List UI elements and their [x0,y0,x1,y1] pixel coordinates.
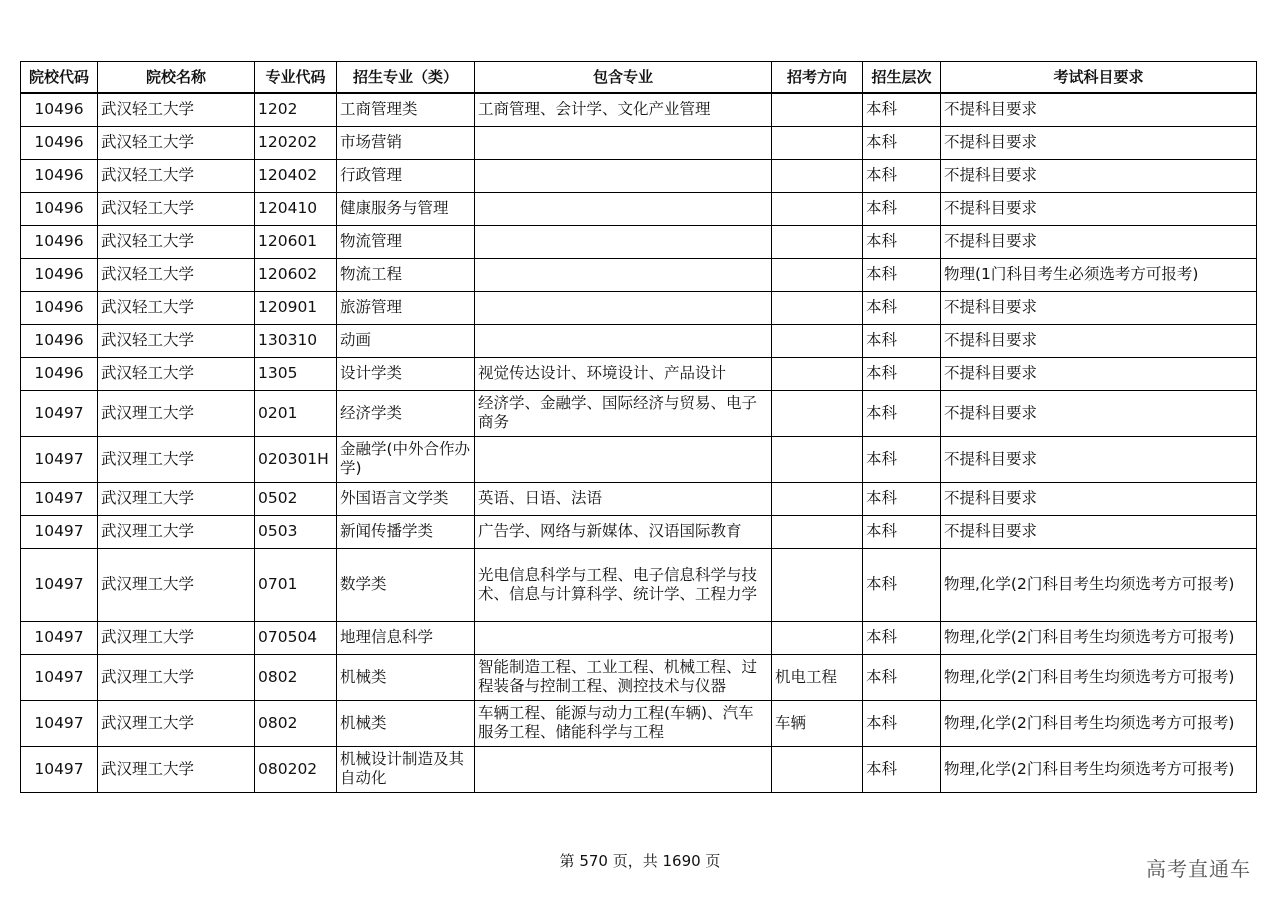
cell-subject-requirement: 不提科目要求 [941,515,1257,548]
cell-school-name: 武汉轻工大学 [98,258,255,291]
cell-school-code: 10496 [21,126,98,159]
table-header-row [21,62,1257,94]
cell-school-name: 武汉理工大学 [98,654,255,700]
cell-school-name: 武汉理工大学 [98,436,255,482]
cell-direction [772,548,863,621]
cell-school-code: 10497 [21,746,98,792]
cell-school-code: 10496 [21,324,98,357]
cell-major-code: 120901 [255,291,337,324]
cell-major-code: 020301H [255,436,337,482]
table-row [21,291,1257,324]
cell-school-name: 武汉理工大学 [98,621,255,654]
table-row [21,746,1257,792]
cell-direction [772,436,863,482]
cell-included-majors [475,126,772,159]
cell-included-majors: 工商管理、会计学、文化产业管理 [475,93,772,126]
cell-subject-requirement: 不提科目要求 [941,357,1257,390]
cell-major-code: 0201 [255,390,337,436]
cell-level: 本科 [863,93,941,126]
cell-school-code: 10497 [21,515,98,548]
cell-major-category: 数学类 [337,548,475,621]
table-row [21,621,1257,654]
cell-school-name: 武汉理工大学 [98,700,255,746]
cell-included-majors [475,192,772,225]
header-major-category: 招生专业（类） [337,62,475,94]
cell-major-code: 130310 [255,324,337,357]
cell-included-majors [475,225,772,258]
cell-included-majors [475,621,772,654]
table-row [21,225,1257,258]
cell-level: 本科 [863,192,941,225]
cell-subject-requirement: 不提科目要求 [941,482,1257,515]
cell-major-category: 工商管理类 [337,93,475,126]
header-major-code: 专业代码 [255,62,337,94]
cell-level: 本科 [863,159,941,192]
cell-major-code: 070504 [255,621,337,654]
cell-direction: 机电工程 [772,654,863,700]
cell-major-category: 动画 [337,324,475,357]
table-row [21,548,1257,621]
cell-major-category: 行政管理 [337,159,475,192]
table-row [21,93,1257,126]
cell-subject-requirement: 物理,化学(2门科目考生均须选考方可报考) [941,700,1257,746]
cell-school-code: 10496 [21,93,98,126]
cell-level: 本科 [863,621,941,654]
cell-major-category: 机械类 [337,654,475,700]
cell-included-majors: 广告学、网络与新媒体、汉语国际教育 [475,515,772,548]
table-row [21,159,1257,192]
cell-included-majors [475,159,772,192]
cell-major-category: 地理信息科学 [337,621,475,654]
cell-school-code: 10497 [21,436,98,482]
cell-subject-requirement: 物理,化学(2门科目考生均须选考方可报考) [941,548,1257,621]
cell-direction [772,515,863,548]
cell-school-code: 10496 [21,192,98,225]
table-row [21,515,1257,548]
cell-direction [772,746,863,792]
table-row [21,357,1257,390]
cell-school-name: 武汉轻工大学 [98,192,255,225]
cell-level: 本科 [863,225,941,258]
cell-direction [772,291,863,324]
cell-school-name: 武汉轻工大学 [98,159,255,192]
cell-major-category: 经济学类 [337,390,475,436]
table-row [21,390,1257,436]
header-level: 招生层次 [863,62,941,94]
cell-school-name: 武汉轻工大学 [98,93,255,126]
cell-direction [772,357,863,390]
cell-major-category: 物流管理 [337,225,475,258]
cell-major-code: 1202 [255,93,337,126]
cell-major-category: 新闻传播学类 [337,515,475,548]
cell-level: 本科 [863,291,941,324]
table-row [21,700,1257,746]
cell-level: 本科 [863,258,941,291]
table-row [21,654,1257,700]
cell-major-code: 0503 [255,515,337,548]
cell-direction [772,159,863,192]
cell-included-majors: 经济学、金融学、国际经济与贸易、电子商务 [475,390,772,436]
cell-school-code: 10496 [21,357,98,390]
cell-level: 本科 [863,654,941,700]
cell-major-category: 金融学(中外合作办学) [337,436,475,482]
cell-direction [772,390,863,436]
cell-subject-requirement: 不提科目要求 [941,192,1257,225]
cell-major-code: 0502 [255,482,337,515]
cell-direction [772,258,863,291]
cell-level: 本科 [863,700,941,746]
header-included-majors: 包含专业 [475,62,772,94]
cell-included-majors: 车辆工程、能源与动力工程(车辆)、汽车服务工程、储能科学与工程 [475,700,772,746]
cell-school-code: 10497 [21,700,98,746]
cell-school-code: 10496 [21,159,98,192]
cell-subject-requirement: 不提科目要求 [941,159,1257,192]
cell-level: 本科 [863,357,941,390]
table-row [21,192,1257,225]
cell-direction: 车辆 [772,700,863,746]
cell-major-code: 1305 [255,357,337,390]
cell-major-code: 080202 [255,746,337,792]
cell-included-majors [475,258,772,291]
cell-major-category: 机械类 [337,700,475,746]
cell-major-category: 健康服务与管理 [337,192,475,225]
cell-major-category: 外国语言文学类 [337,482,475,515]
cell-direction [772,621,863,654]
cell-school-code: 10496 [21,225,98,258]
cell-school-name: 武汉理工大学 [98,515,255,548]
cell-school-name: 武汉理工大学 [98,548,255,621]
cell-included-majors: 英语、日语、法语 [475,482,772,515]
table-row [21,126,1257,159]
cell-school-name: 武汉轻工大学 [98,291,255,324]
header-school-name: 院校名称 [98,62,255,94]
cell-level: 本科 [863,390,941,436]
cell-subject-requirement: 不提科目要求 [941,291,1257,324]
cell-school-name: 武汉理工大学 [98,746,255,792]
cell-major-code: 0802 [255,700,337,746]
cell-major-code: 120601 [255,225,337,258]
cell-level: 本科 [863,436,941,482]
watermark-logo-text: 高考直通车 [1146,857,1251,881]
cell-major-code: 0802 [255,654,337,700]
cell-included-majors: 光电信息科学与工程、电子信息科学与技术、信息与计算科学、统计学、工程力学 [475,548,772,621]
page-number: 第 570 页，共 1690 页 [559,852,721,870]
cell-subject-requirement: 物理,化学(2门科目考生均须选考方可报考) [941,746,1257,792]
cell-major-category: 设计学类 [337,357,475,390]
cell-level: 本科 [863,746,941,792]
cell-major-code: 0701 [255,548,337,621]
cell-included-majors [475,746,772,792]
cell-level: 本科 [863,324,941,357]
cell-school-code: 10497 [21,482,98,515]
cell-direction [772,482,863,515]
cell-subject-requirement: 不提科目要求 [941,436,1257,482]
cell-level: 本科 [863,548,941,621]
cell-school-name: 武汉轻工大学 [98,357,255,390]
admission-table [20,61,1257,793]
cell-included-majors [475,291,772,324]
cell-major-code: 120602 [255,258,337,291]
cell-major-code: 120402 [255,159,337,192]
cell-school-name: 武汉理工大学 [98,482,255,515]
cell-school-name: 武汉轻工大学 [98,324,255,357]
cell-direction [772,324,863,357]
header-school-code: 院校代码 [21,62,98,94]
cell-subject-requirement: 不提科目要求 [941,93,1257,126]
cell-level: 本科 [863,126,941,159]
cell-major-code: 120410 [255,192,337,225]
cell-direction [772,225,863,258]
cell-included-majors [475,436,772,482]
cell-included-majors [475,324,772,357]
cell-subject-requirement: 不提科目要求 [941,225,1257,258]
cell-major-category: 市场营销 [337,126,475,159]
cell-included-majors: 智能制造工程、工业工程、机械工程、过程装备与控制工程、测控技术与仪器 [475,654,772,700]
cell-school-code: 10497 [21,654,98,700]
cell-subject-requirement: 不提科目要求 [941,390,1257,436]
cell-level: 本科 [863,482,941,515]
cell-school-code: 10496 [21,258,98,291]
cell-subject-requirement: 物理(1门科目考生必须选考方可报考) [941,258,1257,291]
header-direction: 招考方向 [772,62,863,94]
cell-major-category: 机械设计制造及其自动化 [337,746,475,792]
header-subject-requirement: 考试科目要求 [941,62,1257,94]
cell-direction [772,192,863,225]
cell-major-category: 旅游管理 [337,291,475,324]
table-row [21,258,1257,291]
cell-subject-requirement: 不提科目要求 [941,324,1257,357]
cell-school-code: 10497 [21,390,98,436]
cell-subject-requirement: 物理,化学(2门科目考生均须选考方可报考) [941,654,1257,700]
cell-major-category: 物流工程 [337,258,475,291]
cell-direction [772,126,863,159]
cell-school-name: 武汉轻工大学 [98,126,255,159]
table-row [21,482,1257,515]
cell-school-code: 10497 [21,548,98,621]
table-row [21,324,1257,357]
cell-school-code: 10496 [21,291,98,324]
cell-subject-requirement: 不提科目要求 [941,126,1257,159]
cell-level: 本科 [863,515,941,548]
cell-direction [772,93,863,126]
cell-school-name: 武汉理工大学 [98,390,255,436]
cell-major-code: 120202 [255,126,337,159]
cell-school-name: 武汉轻工大学 [98,225,255,258]
cell-school-code: 10497 [21,621,98,654]
table-row [21,436,1257,482]
cell-subject-requirement: 物理,化学(2门科目考生均须选考方可报考) [941,621,1257,654]
cell-included-majors: 视觉传达设计、环境设计、产品设计 [475,357,772,390]
